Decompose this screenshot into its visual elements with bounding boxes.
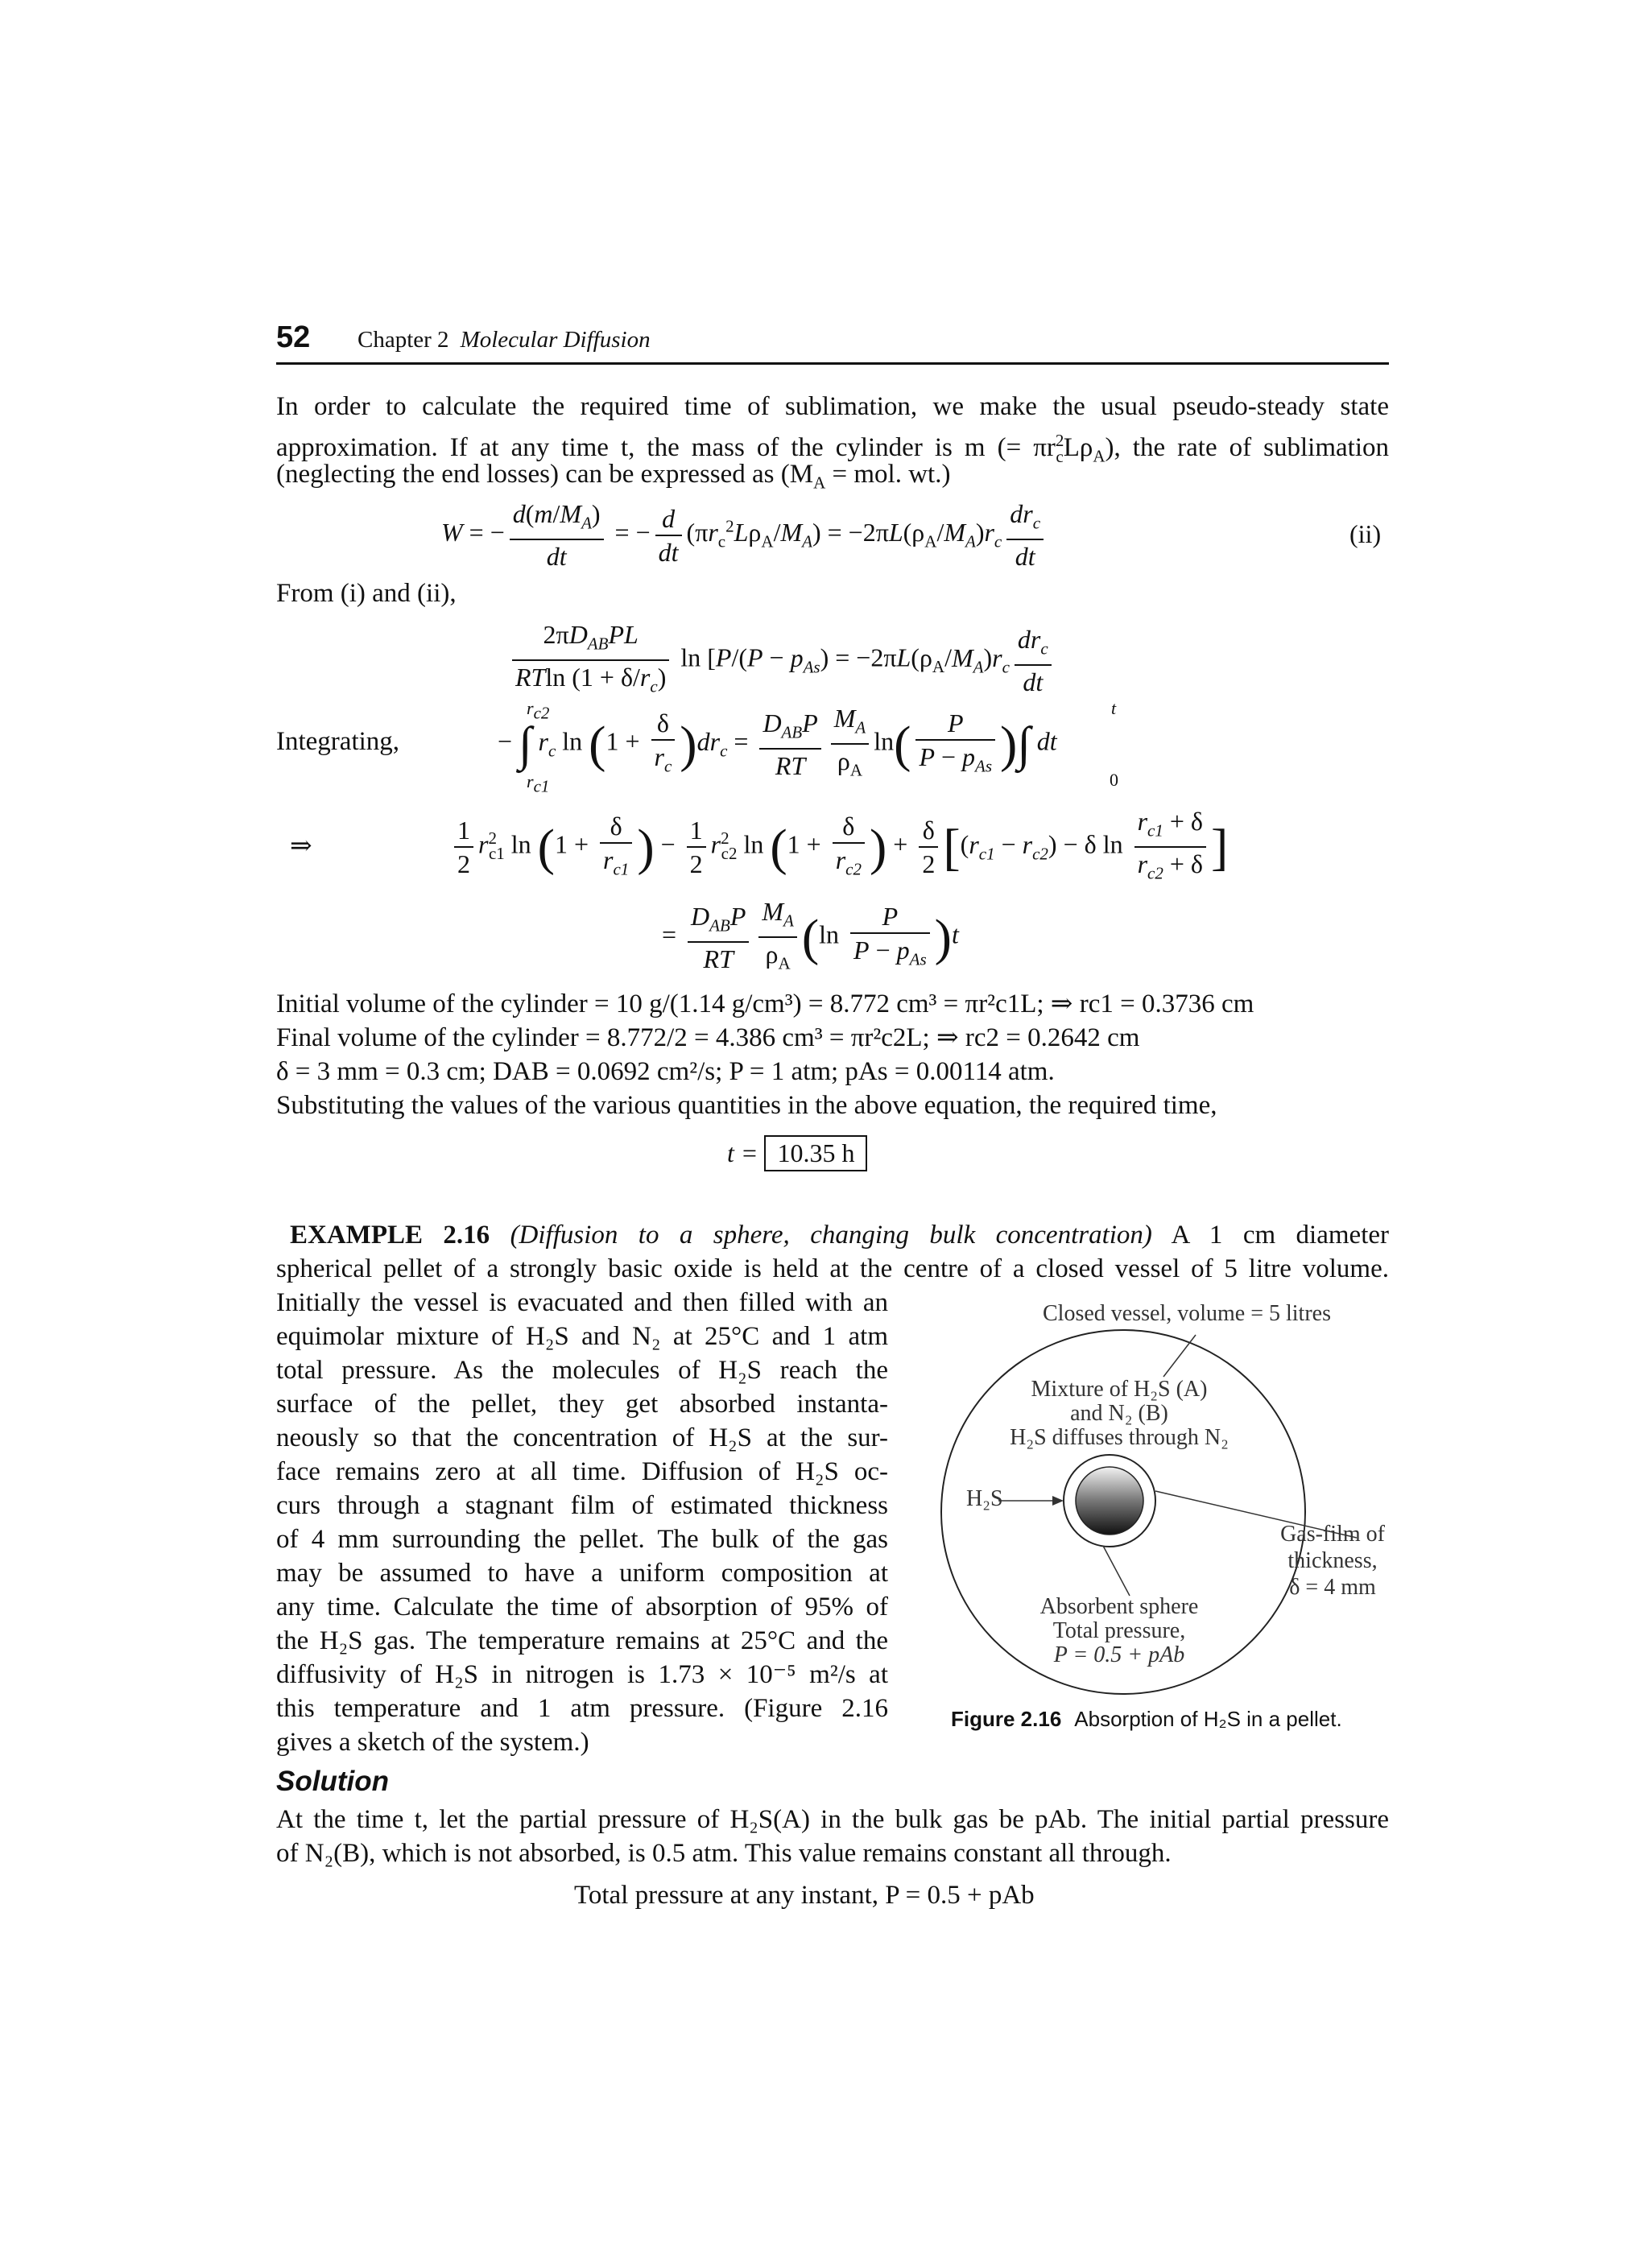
intro-line-3b: = mol. wt.)	[825, 460, 951, 489]
intro-line-3: (neglecting the end losses) can be expressed as ($M_A$ = mol. wt.)	[276, 460, 951, 493]
figure-caption	[951, 1707, 1342, 1732]
example-line-6: surface of the pellet, they get absorbed instanta-	[276, 1390, 888, 1419]
caption-label: Figure 2.16	[951, 1707, 1062, 1731]
lower-limit-zero: 0	[1110, 770, 1118, 790]
intro-line-3a: (neglecting the end losses) can be expressed as (M	[276, 460, 814, 489]
solution-line-2: of N₂(B), which is not absorbed, is 0.5 atm. This value remains constant all through.	[276, 1839, 1172, 1868]
upper-limit-t: t	[1111, 698, 1117, 718]
lower-limit-rc1: $r_{c1}$	[527, 771, 550, 796]
implies-arrow: ⇒	[290, 832, 312, 861]
result-t-label: t =	[727, 1138, 758, 1167]
solution-heading: Solution	[276, 1766, 389, 1797]
intro-line-2c: ), the rate of sublimation	[1105, 433, 1390, 462]
example-title: EXAMPLE 2.16	[290, 1221, 490, 1250]
example-line-1	[290, 1218, 1389, 1252]
result-line	[727, 1135, 867, 1171]
equation-ii-label: (ii)	[1349, 519, 1382, 548]
intro-line-2a: approximation. If at any time t, the mass of the cylinder is m (= πr	[276, 433, 1056, 462]
absorbent-sphere	[1076, 1467, 1143, 1535]
film-label-1: Gas-film of	[1280, 1522, 1385, 1547]
absorbent-label-3: P = 0.5 + pAb	[1053, 1642, 1185, 1667]
solution-line-3: Total pressure at any instant, P = 0.5 + pAb	[574, 1881, 1035, 1910]
integral-equation: − ∫ $r_c$ ln (1 + $\frac{\delta}{r_c}$ )$dr_c$ = $\frac{D_{AB}P}{RT}$ $\frac{M_A}{\rho_A}$ ln( $\frac{P}{P - p_{As}}$ )∫ dt	[498, 704, 1057, 781]
intro-line-1: In order to calculate the required time of sublimation, we make the usual pseudo-steady state	[276, 392, 1389, 421]
sphere-pointer-line	[1103, 1546, 1130, 1596]
example-line-7: neously so that the concentration of H₂S at the sur-	[276, 1423, 888, 1452]
h2s-arrowhead	[1052, 1496, 1064, 1506]
film-label-3: δ = 4 mm	[1289, 1575, 1376, 1600]
vessel-pointer-line	[1163, 1335, 1196, 1377]
example-line-14: diffusivity of H₂S in nitrogen is 1.73 × 10⁻⁵ m²/s at	[276, 1660, 888, 1689]
page-number: 52	[276, 320, 311, 354]
lower-upper-limit-rc2: $r_{c2}$	[527, 698, 550, 723]
flux-equation: $\frac{2\pi D_{AB}PL}{RTln (1 + \delta/r_c)}$ $\ln [P/(P - p_{As}) = -2\pi L(\rho_A/M_A)r_c$ $\frac{dr_c}{dt}$	[507, 618, 1056, 703]
intro-line-2: approximation. If at any time t, the mass of the cylinder is m (= $\pi r^2_cL\rho_A$), the rate of sublimation	[276, 431, 1390, 466]
example-line-16: gives a sketch of the system.)	[276, 1728, 589, 1757]
example-line-2: spherical pellet of a strongly basic oxide is held at the centre of a closed vessel of 5 litre volume.	[276, 1254, 1389, 1283]
example-line-11: may be assumed to have a uniform composition at	[276, 1559, 888, 1588]
mixture-label-1: Mixture of H₂S (A)	[1031, 1377, 1208, 1402]
equation-ii: W = − $\frac{d(m/M_A)}{dt}$ = − $\frac{d}{dt}$ $(\pi r_c^2L\rho_A/M_A) = -2\pi L(\rho_A/M_A)r_c$ $\frac{dr_c}{dt}$	[441, 498, 1048, 572]
figure-2-16	[922, 1280, 1405, 1715]
substituting-text: Substituting the values of the various quantities in the above equation, the required time,	[276, 1091, 1217, 1120]
example-line-4: equimolar mixture of H₂S and N₂ at 25°C and 1 atm	[276, 1322, 888, 1351]
chapter-label: Chapter 2	[357, 327, 449, 353]
page-header	[276, 320, 1389, 365]
example-line-15: this temperature and 1 atm pressure. (Figure 2.16	[276, 1694, 888, 1723]
solution-line-1: At the time t, let the partial pressure of H₂S(A) in the bulk gas be pAb. The initial partial pressure	[276, 1805, 1389, 1834]
example-line-3: Initially the vessel is evacuated and then filled with an	[276, 1288, 888, 1317]
vessel-label: Closed vessel, volume = 5 litres	[1043, 1301, 1331, 1326]
integrated-equation-rhs: = $\frac{D_{AB}P}{RT}$ $\frac{M_A}{\rho_A}$ (ln $\frac{P}{P - p_{As}}$ )t	[662, 897, 959, 974]
film-label-2: thickness,	[1287, 1548, 1378, 1573]
absorbent-label-2: Total pressure,	[1052, 1618, 1186, 1643]
given-final-volume: Final volume of the cylinder = 8.772/2 = 4.386 cm³ = πr²c2L; ⇒ rc2 = 0.2642 cm	[276, 1023, 1140, 1052]
example-line-12: any time. Calculate the time of absorption of 95% of	[276, 1593, 888, 1621]
example-line-8: face remains zero at all time. Diffusion of H₂S oc-	[276, 1457, 888, 1486]
intro-line-2b: Lρ	[1063, 433, 1093, 462]
integrating-label: Integrating,	[276, 727, 400, 756]
given-constants: δ = 3 mm = 0.3 cm; DAB = 0.0692 cm²/s; P = 1 atm; pAs = 0.00114 atm.	[276, 1057, 1055, 1086]
mixture-label-3: H₂S diffuses through N₂	[1010, 1425, 1229, 1450]
chapter-title: Molecular Diffusion	[460, 327, 651, 353]
example-subtitle: (Diffusion to a sphere, changing bulk concentration)	[510, 1221, 1152, 1250]
example-line-9: curs through a stagnant film of estimated thickness	[276, 1491, 888, 1520]
caption-text: Absorption of H₂S in a pellet.	[1074, 1707, 1342, 1731]
example-line-5: total pressure. As the molecules of H₂S reach the	[276, 1356, 888, 1385]
given-initial-volume: Initial volume of the cylinder = 10 g/(1.14 g/cm³) = 8.772 cm³ = πr²c1L; ⇒ rc1 = 0.3736 cm	[276, 989, 1254, 1018]
example-line-13: the H₂S gas. The temperature remains at 25°C and the	[276, 1626, 888, 1655]
mixture-label-2: and N₂ (B)	[1070, 1401, 1168, 1426]
h2s-label: H₂S	[966, 1486, 1003, 1511]
running-head	[357, 327, 651, 353]
integrated-equation: $\frac{1}{2}$ $r^2_{c1}$ ln (1 + $\frac{\delta}{r_{c1}}$ ) − $\frac{1}{2}$ $r^2_{c2}$ ln (1 + $\frac{\delta}{r_{c2}}$ ) + $\frac{\delta}{2}$ [$(r_{c1} - r_{c2}) - \delta$ ln $\frac{r_{c1} + \delta}{r_{c2} + \delta}$ ]	[449, 805, 1228, 890]
example-l1: A 1 cm diameter	[1171, 1221, 1389, 1250]
example-line-10: of 4 mm surrounding the pellet. The bulk of the gas	[276, 1525, 888, 1554]
from-i-ii-text: From (i) and (ii),	[276, 579, 457, 608]
absorbent-label-1: Absorbent sphere	[1039, 1594, 1199, 1619]
result-box: 10.35 h	[764, 1135, 867, 1171]
